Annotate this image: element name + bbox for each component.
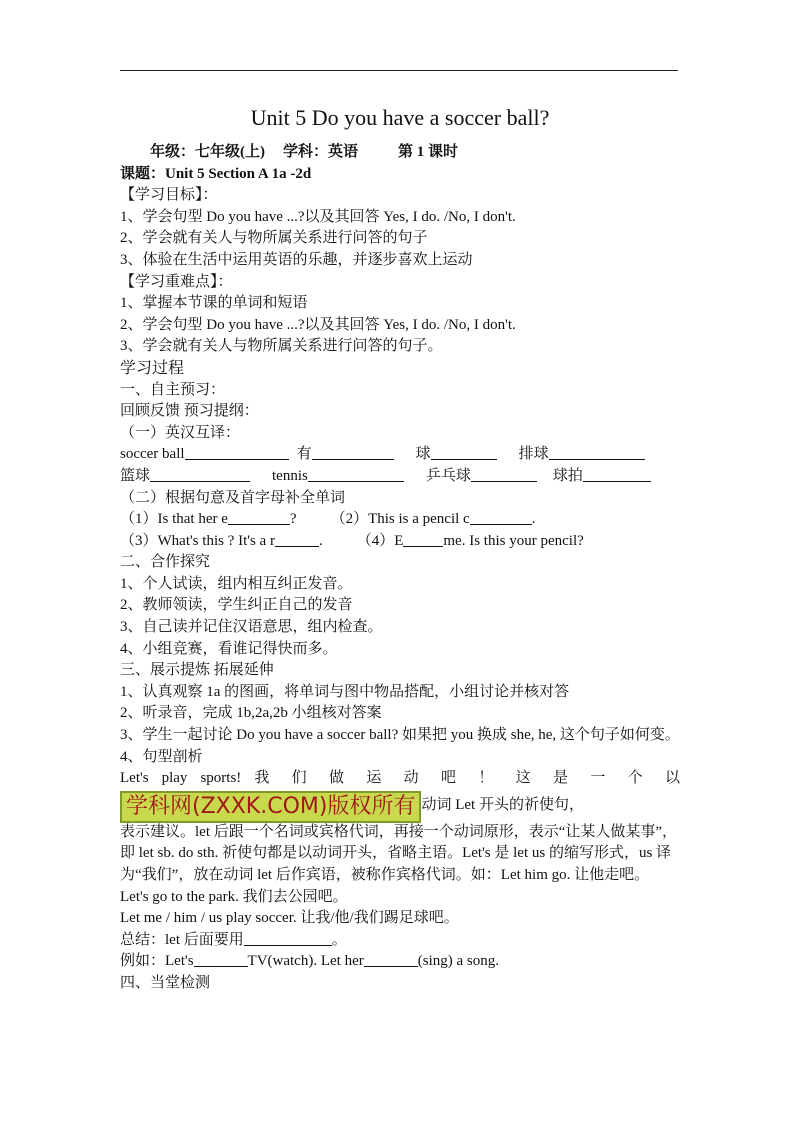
vocab-row xyxy=(120,466,680,488)
subsection-heading: （一）英汉互译： xyxy=(120,424,241,441)
section-heading: 二、合作探究 xyxy=(120,554,211,571)
blank-line xyxy=(583,466,651,482)
period-label: 第 1 课时 xyxy=(398,144,459,160)
section-heading: 三、展示提炼 拓展延伸 xyxy=(120,662,274,679)
blank-line xyxy=(549,444,645,460)
goal-item: 1、学会句型 Do you have ...?以及其回答 Yes, I do. /No, I don't. xyxy=(120,208,516,225)
blank-line xyxy=(364,951,418,967)
vocab-term: 乒乓球 xyxy=(425,467,471,484)
example-sentence: Let me / him / us play soccer. 让我/他/我们踢足球吧。 xyxy=(120,910,459,927)
fill-prompt: . xyxy=(531,511,536,528)
coop-item: 4、小组竞赛，看谁记得快而多。 xyxy=(120,640,338,657)
fill-prompt: （4）E xyxy=(356,532,404,549)
blank-line xyxy=(470,509,532,525)
process-header: 学习过程 xyxy=(120,359,185,377)
subsection-heading: （二）根据句意及首字母补全单词 xyxy=(120,489,346,506)
lesson-topic: 课题：Unit 5 Section A 1a -2d xyxy=(120,165,312,182)
goals-header: 【学习目标】： xyxy=(120,187,218,204)
summary-row xyxy=(120,930,680,952)
fill-prompt: . xyxy=(318,532,323,549)
example-row xyxy=(120,951,680,973)
example-sentence: Let's go to the park. 我们去公园吧。 xyxy=(120,888,348,905)
blank-line xyxy=(471,466,537,482)
fill-row xyxy=(120,531,680,553)
vocab-term: 篮球 xyxy=(120,467,151,484)
goal-item: 2、学会就有关人与物所属关系进行问答的句子 xyxy=(120,230,428,247)
header-rule xyxy=(120,70,678,71)
key-point-item: 1、掌握本节课的单词和短语 xyxy=(120,295,308,312)
show-item: 1、认真观察 1a 的图画，将单词与图中物品搭配，小组讨论并核对答 xyxy=(120,683,570,700)
page-title: Unit 5 Do you have a soccer ball? xyxy=(250,105,550,130)
explain-start: 动词 Let 开头的祈使句， xyxy=(421,797,584,814)
example-prompt: 例如：Let's xyxy=(120,953,194,970)
review-heading: 回顾反馈 预习提纲： xyxy=(120,403,259,420)
blank-line xyxy=(185,444,289,460)
blank-line xyxy=(194,951,248,967)
section-heading: 一、自主预习： xyxy=(120,381,226,398)
vocab-term: 有 xyxy=(296,446,312,463)
fill-prompt: （2）This is a pencil c xyxy=(330,511,470,528)
goal-item: 3、体验在生活中运用英语的乐趣，并逐步喜欢上运动 xyxy=(120,251,473,268)
blank-line xyxy=(308,466,404,482)
lesson-meta xyxy=(120,142,680,164)
blank-line xyxy=(150,466,250,482)
key-point-item: 2、学会句型 Do you have ...?以及其回答 Yes, I do. /No, I don't. xyxy=(120,316,516,333)
subject-label: 学科：英语 xyxy=(283,144,359,160)
coop-item: 3、自己读并记住汉语意思，组内检查。 xyxy=(120,619,383,636)
fill-prompt: me. Is this your pencil? xyxy=(443,532,584,549)
vocab-term: tennis xyxy=(272,467,308,484)
example-prompt: TV(watch). Let her xyxy=(247,953,364,970)
blank-line xyxy=(312,444,394,460)
vocab-row xyxy=(120,444,680,466)
blank-line xyxy=(403,531,443,547)
vocab-term: 球 xyxy=(415,446,431,463)
key-points-header: 【学习重难点】： xyxy=(120,273,233,290)
grade-label: 年级：七年级(上) xyxy=(150,144,265,160)
blank-line xyxy=(431,444,497,460)
section-heading: 四、当堂检测 xyxy=(120,974,211,991)
fill-prompt: （1）Is that her e xyxy=(120,511,228,528)
fill-prompt: （3）What's this ? It's a r xyxy=(120,532,275,549)
grammar-explanation: 表示建议。let 后跟一个名词或宾格代词，再接一个动词原形，表示“让某人做某事”，即 let sb. do sth. 祈使句都是以动词开头，省略主语。Let's 是 let us 的缩写形式，us 译为“我们”，放在动词 let 后作宾语，被称作宾格代词。如：Let him go. 让他走吧。 xyxy=(120,823,678,883)
vocab-term: soccer ball xyxy=(120,446,185,463)
vocab-term: 球拍 xyxy=(552,467,583,484)
coop-item: 2、教师领读，学生纠正自己的发音 xyxy=(120,597,353,614)
example-prompt: (sing) a song. xyxy=(417,953,499,970)
vocab-term: 排球 xyxy=(518,446,549,463)
watermark-row xyxy=(120,790,680,822)
coop-item: 1、个人试读，组内相互纠正发音。 xyxy=(120,575,353,592)
key-point-item: 3、学会就有关人与物所属关系进行问答的句子。 xyxy=(120,338,443,355)
watermark-stamp: 学科网(ZXXK.COM)版权所有 xyxy=(120,791,421,823)
fill-row xyxy=(120,509,680,531)
blank-line xyxy=(228,509,290,525)
summary-label: 总结：let 后面要用 xyxy=(120,931,244,948)
fill-prompt: ? xyxy=(289,511,297,528)
show-item: 3、学生一起讨论 Do you have a soccer ball? 如果把 you 换成 she, he, 这个句子如何变。 xyxy=(120,727,680,744)
blank-line xyxy=(244,930,332,946)
blank-line xyxy=(275,531,319,547)
document-page xyxy=(120,100,680,995)
show-item: 4、句型剖析 xyxy=(120,748,203,765)
summary-end: 。 xyxy=(331,931,347,948)
show-item: 2、听录音，完成 1b,2a,2b 小组核对答案 xyxy=(120,705,382,722)
lets-sentence: Let's play sports! 我 们 做 运 动 吧 ！ 这 是 一 个 以 xyxy=(120,770,680,787)
